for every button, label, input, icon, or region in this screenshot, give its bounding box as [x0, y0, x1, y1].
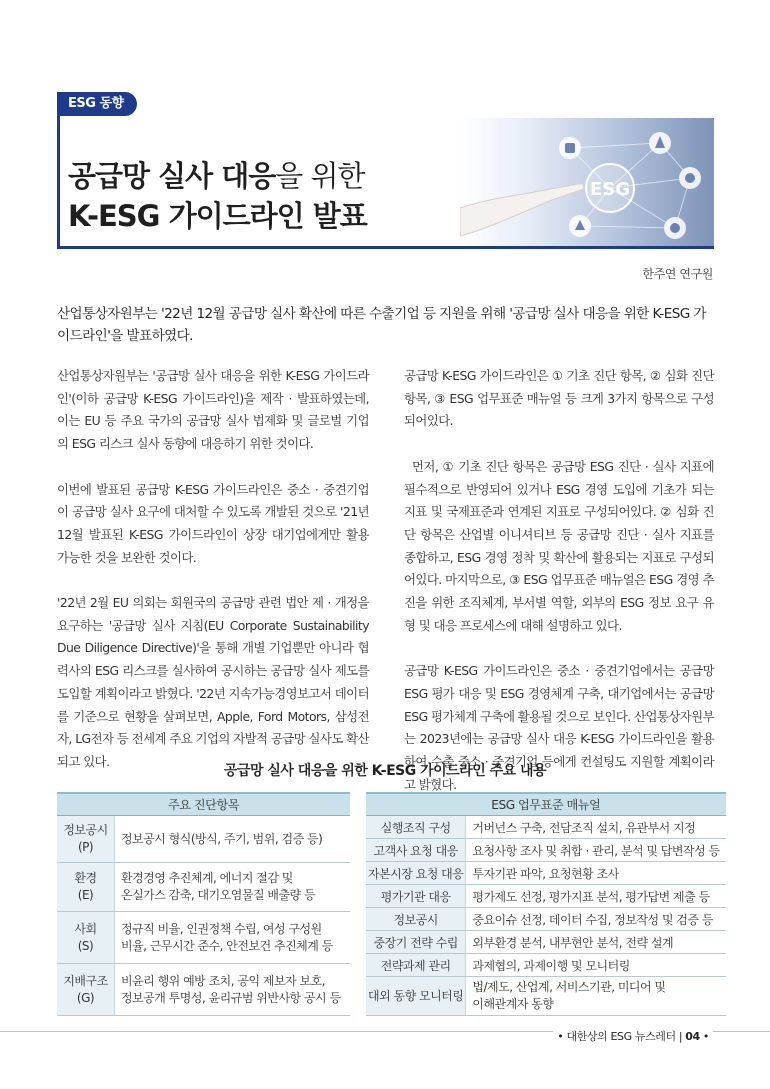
row-key: 중장기 전략 수립 [366, 931, 466, 954]
row-value: 정규직 비율, 인권정책 수립, 여성 구성원 [121, 921, 322, 936]
row-key-code: (G) [76, 990, 95, 1005]
article-title [68, 156, 367, 236]
body-paragraph: 먼저, ① 기초 진단 항목은 공급망 ESG 진단 · 실사 지표에 필수적으로 반영되어 있거나 ESG 경영 도입에 기초가 되는 지표 및 국제표준과 연계된 지표로 구성되어있다. ② 심화 진단 항목은 산업별 이니셔티브 등 공급망 진단 · 실사 지표를 종합하고, ESG 경영 정착 및 확산에 활용되는 지표로 구성되어있다. 마지막으로, ③ ESG 업무표준 매뉴얼은 ESG 경영 추진을 위한 조직체계, 부서별 역할, 외부의 ESG 정보 요구 유형 및 대응 프로세스에 대해 설명하고 있다. [404, 458, 714, 633]
row-value: 정보공개 투명성, 윤리규범 위반사항 공시 등 [121, 990, 341, 1005]
row-key: 정보공시 [366, 908, 466, 931]
left-column [57, 365, 369, 796]
row-value: 이해관계자 동향 [472, 997, 554, 1011]
row-value: 온실가스 감축, 대기오염물질 배출량 등 [121, 888, 316, 902]
row-value: 요청사항 조사 및 취합 · 관리, 분석 및 답변작성 등 [466, 839, 726, 862]
table-row [366, 954, 726, 977]
bullet-icon: • [557, 1030, 564, 1043]
tag-accent-line [57, 116, 60, 248]
row-key: 전략과제 관리 [366, 954, 466, 977]
title-line1-bold: 공급망 실사 대응 [68, 159, 276, 193]
separator: | [678, 1030, 683, 1043]
table-row [57, 912, 350, 964]
row-value: 환경경영 추진체계, 에너지 절감 및 [121, 871, 293, 885]
table-row [366, 908, 726, 931]
row-key-code: (E) [77, 888, 94, 902]
page-footer [553, 1028, 713, 1044]
row-value: 과제협의, 과제이행 및 모니터링 [466, 954, 726, 977]
title-line2: K-ESG 가이드라인 발표 [68, 199, 367, 233]
table-header: 주요 진단항목 [57, 793, 350, 816]
right-column [404, 365, 714, 819]
table-row [366, 816, 726, 839]
title-line1-thin: 을 위한 [275, 159, 365, 193]
table-row [366, 862, 726, 885]
manual-table [366, 792, 726, 1016]
row-value: 비윤리 행위 예방 조치, 공익 제보자 보호, [121, 973, 325, 988]
table-row [366, 977, 726, 1016]
table-header: ESG 업무표준 매뉴얼 [366, 793, 726, 816]
row-key: 실행조직 구성 [366, 816, 466, 839]
body-paragraph: '22년 2월 EU 의회는 회원국의 공급망 관련 법안 제 · 개정을 요구하는 '공급망 실사 지침(EU Corporate Sustainability Due Diligence Directive)'을 통해 개별 기업뿐만 아니라 협력사의 ESG 리스크를 실사하여 공시하는 공급망 실사 제도를 도입할 계획이라고 밝혔다. '22년 지속가능경영보고서 데이터를 기준으로 현황을 살펴보면, Apple, Ford Motors, 삼성전자, LG전자 등 전세계 주요 기업의 자발적 공급망 실사도 확산되고 있다. [57, 595, 369, 769]
lead-paragraph: 산업통상자원부는 '22년 12월 공급망 실사 확산에 따른 수출기업 등 지원을 위해 '공급망 실사 대응을 위한 K-ESG 가이드라인'을 발표하였다. [57, 306, 706, 344]
hero-illustration [460, 118, 714, 246]
page-number: 04 [685, 1030, 700, 1043]
diagnosis-table [57, 792, 350, 1016]
body-paragraph: 공급망 K-ESG 가이드라인은 중소 · 중견기업에서는 공급망 ESG 평가 대응 및 ESG 경영체계 구축, 대기업에서는 공급망 ESG 평가체계 구축에 활용될 것으로 보인다. 산업통상자원부는 2023년에는 공급망 실사 대응 K-ESG 가이드라인을 활용하여 수출 중소 · 중견기업 등에게 컨설팅도 지원할 계획이라고 밝혔다. [404, 663, 715, 792]
row-value: 투자기관 파악, 요청현황 조사 [466, 862, 726, 885]
row-key: 자본시장 요청 대응 [366, 862, 466, 885]
row-key: 고객사 요청 대응 [366, 839, 466, 862]
row-key: 지배구조 [63, 973, 108, 988]
esg-network-graphic [460, 118, 714, 246]
bullet-icon: • [702, 1030, 709, 1043]
row-key: 대외 동향 모니터링 [366, 977, 466, 1016]
newsletter-name: 대한상의 ESG 뉴스레터 [566, 1030, 676, 1043]
row-value: 법/제도, 산업계, 서비스기관, 미디어 및 [472, 980, 666, 994]
author: 한주연 연구원 [642, 267, 713, 281]
row-value: 비율, 근무시간 준수, 안전보건 추진체계 등 [121, 938, 333, 953]
body-paragraph: 공급망 K-ESG 가이드라인은 ① 기초 진단 항목, ② 심화 진단 항목, ③ ESG 업무표준 매뉴얼 등 크게 3가지 항목으로 구성되어있다. [404, 368, 714, 429]
row-key: 환경 [74, 871, 97, 885]
table-row [57, 816, 350, 863]
row-value: 거버넌스 구축, 전담조직 설치, 유관부서 지정 [466, 816, 726, 839]
table-row [366, 885, 726, 908]
section-tag: ESG 동향 [57, 92, 137, 116]
row-key: 정보공시 [63, 823, 108, 837]
row-value: 정보공시 형식(방식, 주기, 범위, 검증 등) [121, 831, 323, 846]
table-row [366, 839, 726, 862]
table-row [366, 931, 726, 954]
title-divider [57, 246, 714, 249]
hero-esg-label: ESG [589, 179, 631, 200]
row-key: 사회 [74, 921, 97, 936]
row-key-code: (S) [77, 938, 94, 953]
row-value: 외부환경 분석, 내부현안 분석, 전략 설계 [466, 931, 726, 954]
row-value: 평가제도 선정, 평가지표 분석, 평가답변 제출 등 [466, 885, 726, 908]
body-paragraph: 산업통상자원부는 '공급망 실사 대응을 위한 K-ESG 가이드라인'(이하 공급망 K-ESG 가이드라인)을 제작 · 발표하였는데, 이는 EU 등 주요 국가의 공급망 실사 법제화 및 글로벌 기업의 ESG 리스크 실사 동향에 대응하기 위한 것이다. [57, 368, 369, 452]
table-row [57, 964, 350, 1016]
row-key: 평가기관 대응 [366, 885, 466, 908]
row-key-code: (P) [77, 840, 94, 854]
row-value: 중요이슈 선정, 데이터 수집, 정보작성 및 검증 등 [466, 908, 726, 931]
table-title: 공급망 실사 대응을 위한 K-ESG 가이드라인 주요 내용 [223, 763, 547, 779]
table-row [57, 863, 350, 912]
body-paragraph: 이번에 발표된 공급망 K-ESG 가이드라인은 중소 · 중견기업이 공급망 실사 요구에 대처할 수 있도록 개발된 것으로 '21년 12월 발표된 K-ESG 가이드라인이 상장 대기업에게만 활용 가능한 것을 보완한 것이다. [57, 481, 369, 565]
